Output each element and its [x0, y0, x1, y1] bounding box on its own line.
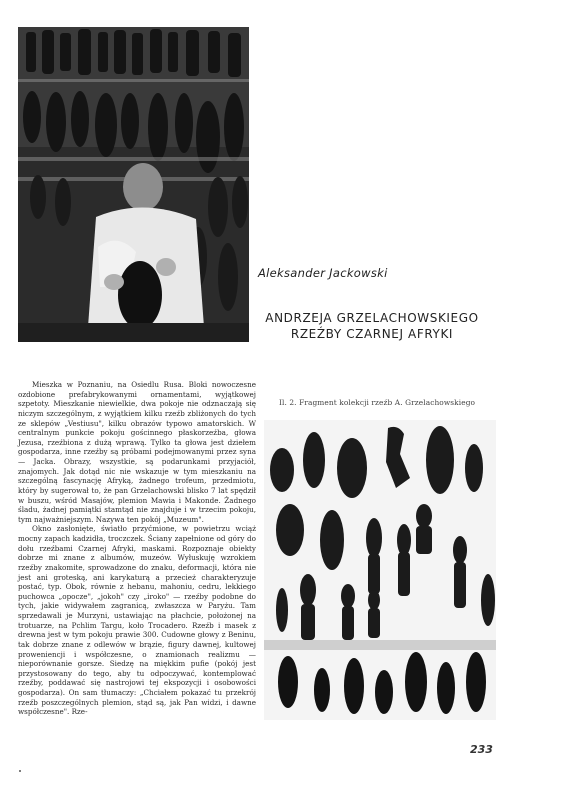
page-number: 233	[470, 743, 493, 756]
figure-caption: Il. 2. Fragment kolekcji rzeźb A. Grzelachowskiego	[279, 398, 476, 407]
article-title-line-1: ANDRZEJA GRZELACHOWSKIEGO	[265, 311, 479, 325]
print-speck	[19, 770, 21, 772]
body-paragraph: Okno zasłonięte, światło przyćmione, w powietrzu wciąż mocny zapach kadzidła, troczczek. Ściany zapełnione od góry do dołu rzeźbami Czarnej Afryki, maskami. Rozpoznaje obiekty dobrze mi znane z albumów, muzeów. Wyłuskuję wzrokiem rzeźby znakomite, sprowadzone do znaku, deformacji, która nie jest ani groteską, ani karykaturą a przecież charakteryzuje postać, typ. Obok, równie z hebanu, mahoniu, cedru, lekkiego puchowca „opocze", „jokoh" czy „iroko" — rzeźby podobne do tych, jakie widywałem zagranicą, zwłaszcza w Paryżu. Tam sprzedawali je Murzyni, ustawiając na płachcie, położonej na trotuarze, na Pchlim Targu, koło Trocadero. Rzeźb i masek z drewna jest w tym pokoju prawie 300. Cudowne głowy z Beninu, tak dobrze znane z odlewów w brązie, figury dawnej, kultowej proweniencji i współczesne, o znamionach realizmu — nieporównanie gorsze. Siedzę na miękkim pufie (pokój jest przystosowany do tego, aby tu odpoczywać, kontemplować rzeźby, poddawać się nastrojowi tej ekspozycji i osobowości gospodarza). On sam tłumaczy: „Chciałem pokazać tu przekrój rzeźb poszczególnych plemion, stąd są, jak Pan widzi, i dawne współczesne". Rze-	[18, 524, 256, 717]
body-paragraph: Mieszka w Poznaniu, na Osiedlu Rusa. Bloki nowoczesne ozdobione prefabrykowanymi ornamentami, wyjątkowej szpetoty. Mieszkanie niewielkie, dwa pokoje nie odznaczają się niczym szczególnym, z wyjątkiem kilku rzeźb zbliżonych do tych ze sklepów „Vestiusu", kilku obrazów typowo amatorskich. W centralnym punkcie pokoju gościnnego płaskorzeźba, głowa Jezusa, rzeźbiona z dużą wprawą. Tylko ta głowa jest dziełem gospodarza, inne rzeźby są próbami podejmowanymi przez syna — Jacka. Obrazy, wszystkie, są podarunkami przyjaciół, znajomych. Jak dotąd nic nie wskazuje w tym mieszkaniu na szczególną fascynację Afryką, żadnego trofeum, przedmiotu, który by sugerował to, że pan Grzelachowski blisko 7 lat spędził w buszu, wśród Masajów, plemion Mawia i Makonde. Żadnego śladu, żadnej pamiątki stamtąd nie znajduje i w trzecim pokoju, tym najważniejszym. Nazywa ten pokój „Muzeum".	[18, 380, 256, 524]
article-title-line-2: RZEŹBY CZARNEJ AFRYKI	[290, 327, 454, 341]
sculpture-collection-photo	[264, 420, 496, 720]
article-body	[18, 380, 256, 717]
article-title	[252, 310, 492, 342]
article-author: Aleksander Jackowski	[258, 266, 388, 280]
collector-photo	[18, 27, 249, 342]
